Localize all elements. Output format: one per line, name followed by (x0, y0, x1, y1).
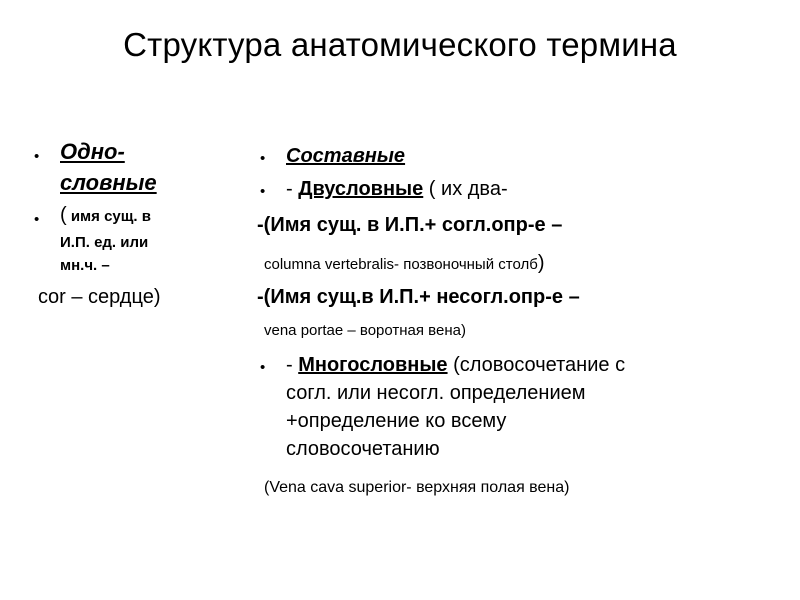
two-word-suffix: ( их два- (423, 178, 508, 200)
two-word-line (286, 178, 508, 201)
single-word-desc-line1 (60, 204, 151, 227)
two-word-label: Двусловные (298, 178, 424, 200)
example-columna-paren: ) (537, 252, 545, 274)
bullet-dot-icon: • (260, 183, 266, 200)
multi-word-line1 (286, 354, 625, 377)
bullet-dot-icon: • (34, 148, 40, 165)
multi-word-label: Многословные (298, 354, 448, 376)
example-columna-line (264, 252, 545, 275)
example-vena-portae: vena portae – воротная вена) (264, 322, 466, 339)
single-word-example: cor – сердце) (38, 286, 161, 308)
multi-word-prefix: - (286, 354, 299, 376)
compound-heading: Составные (286, 145, 406, 167)
single-word-heading-line2: словные (60, 170, 157, 195)
bullet-dot-icon: • (260, 150, 266, 167)
pattern-agreed-attribute: -(Имя сущ. в И.П.+ согл.опр-е – (257, 214, 563, 236)
pattern-nonagreed-attribute: -(Имя сущ.в И.П.+ несогл.опр-е – (257, 286, 580, 308)
single-word-desc-line2: И.П. ед. или (60, 234, 149, 251)
example-vena-cava: (Vena cava superior- верхняя полая вена) (264, 479, 570, 496)
multi-word-line4: словосочетанию (286, 438, 440, 460)
multi-word-line3: +определение ко всему (286, 410, 507, 432)
desc-text: имя сущ. в (66, 208, 151, 225)
example-columna-text: columna vertebralis- позвоночный столб (264, 256, 538, 273)
bullet-dot-icon: • (260, 359, 266, 376)
multi-word-rest: (словосочетание с (447, 354, 626, 376)
multi-word-line2: согл. или несогл. определением (286, 382, 586, 404)
single-word-desc-line3: мн.ч. – (60, 257, 110, 274)
single-word-heading-line1: Одно- (60, 139, 125, 164)
desc-open-paren: ( (60, 204, 67, 226)
two-word-prefix: - (286, 178, 299, 200)
bullet-dot-icon: • (34, 211, 40, 228)
slide-title: Структура анатомического термина (123, 26, 677, 63)
